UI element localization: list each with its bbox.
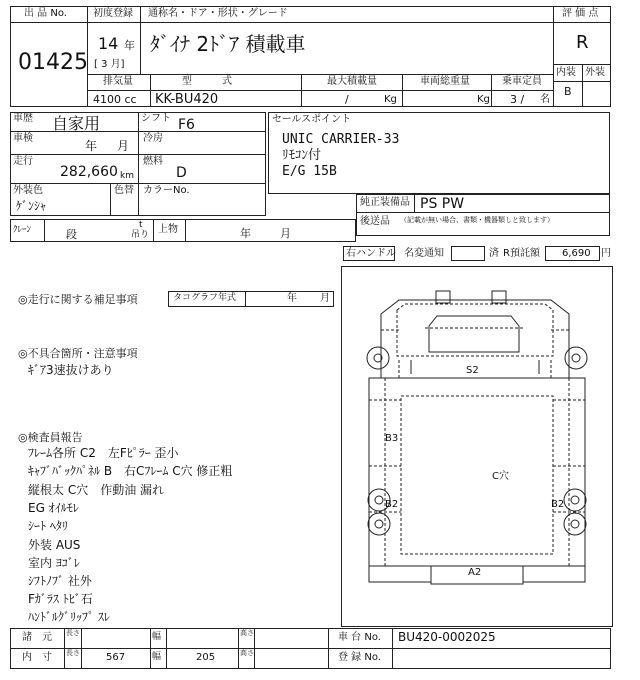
wheel-rear-right-2 xyxy=(564,513,586,535)
crane-stage: 段 xyxy=(66,228,77,241)
rhd-label: 右ハンドル xyxy=(346,248,396,259)
inspector-heading: ◎検査員報告 xyxy=(18,431,83,444)
year-unit: 年 xyxy=(124,39,135,52)
inspector-line: ｼｰﾄ ﾍﾀﾘ xyxy=(28,519,68,533)
history-label: 車歴 xyxy=(13,113,33,124)
sales-line-1: UNIC CARRIER-33 xyxy=(282,132,400,147)
upper-year: 年 xyxy=(240,227,251,240)
aftermarket-note: （記載が無い場合、書類・機器類しと致します） xyxy=(400,216,554,224)
crane-label: ｸﾚｰﾝ xyxy=(13,225,32,235)
upper-month: 月 xyxy=(280,227,291,240)
crane-row xyxy=(10,219,356,242)
chassis-label: 車 台 No. xyxy=(338,632,381,643)
lot-number: 01425 xyxy=(18,50,88,75)
first-registration-label: 初度登録 xyxy=(93,8,133,19)
capacity-unit: 名 xyxy=(540,94,550,105)
height-label: 高さ xyxy=(240,629,254,637)
fuel-label: 燃料 xyxy=(143,156,163,167)
mirror-right xyxy=(492,291,506,303)
length-label: 長さ xyxy=(66,629,80,637)
height-label: 高さ xyxy=(240,649,254,657)
width-label: 幅 xyxy=(152,652,162,662)
defect-line-1: ｷﾞｱ3速抜けあり xyxy=(28,363,114,377)
shift-value: F6 xyxy=(178,117,195,133)
upper-label: 上物 xyxy=(158,224,178,235)
driving-notes-heading: ◎走行に関する補足事項 xyxy=(18,293,138,306)
interior-label: 内装 xyxy=(556,67,576,78)
recycle-prefix: 済 xyxy=(489,248,499,259)
gross-weight-unit: Kg xyxy=(477,94,490,105)
capacity-label: 乗車定員 xyxy=(502,76,542,87)
exterior-color-label: 外装色 xyxy=(13,185,43,196)
mirror-left xyxy=(436,291,450,303)
dims-label: 諸 元 xyxy=(22,632,52,643)
defects-heading: ◎不具合箇所・注意事項 xyxy=(18,347,138,360)
displacement-value: 4100 cc xyxy=(93,93,137,106)
aftermarket-label: 後送品 xyxy=(360,216,390,227)
crane-ton-top: t xyxy=(139,220,143,230)
gross-weight-label: 車両総重量 xyxy=(420,76,470,87)
model-label: 型 式 xyxy=(182,76,232,87)
recycle-unit: 円 xyxy=(601,248,611,259)
registration-label: 登 録 No. xyxy=(338,652,381,663)
width-label: 幅 xyxy=(152,632,162,642)
exterior-color-value: ｹﾞﾝｼｬ xyxy=(16,199,47,213)
diagram-mark-b2-right: B2 xyxy=(551,499,565,510)
wheel-front-right xyxy=(565,347,587,369)
recycle-amount: 6,690 xyxy=(562,248,591,259)
ac-label: 冷房 xyxy=(143,133,163,144)
shift-label: シフト xyxy=(141,113,171,124)
sales-line-3: E/G 15B xyxy=(282,164,337,179)
length-label: 長さ xyxy=(66,649,80,657)
tachograph-month: 月 xyxy=(320,293,330,304)
diagram-mark-a2: A2 xyxy=(468,567,482,578)
lot-label: 出 品 No. xyxy=(24,8,67,19)
rating-label: 評 価 点 xyxy=(562,8,599,19)
inspection-month: 月 xyxy=(117,139,130,153)
chassis-number: BU420-0002025 xyxy=(398,630,496,644)
inner-width: 205 xyxy=(196,652,216,663)
name-change-label: 名変通知 xyxy=(404,248,444,259)
windshield xyxy=(429,316,519,352)
wheel-rear-left-2 xyxy=(368,513,390,535)
crane-ton-bottom: 吊り xyxy=(131,230,150,240)
first-registration-year: 14 xyxy=(98,34,119,53)
inspector-line: 室内 ﾖｺﾞﾚ xyxy=(28,556,80,570)
diagram-mark-c-hole: C穴 xyxy=(492,471,509,482)
diagram-mark-b2-left: B2 xyxy=(385,499,399,510)
inspection-label: 車検 xyxy=(13,133,33,144)
color-number-label: カラーNo. xyxy=(143,185,190,196)
tachograph-label: タコグラフ年式 xyxy=(173,293,237,303)
inspector-line: ﾊﾝﾄﾞﾙｸﾞﾘｯﾌﾟ ｽﾚ xyxy=(28,610,110,624)
first-registration-month: [ 3 月] xyxy=(94,59,125,70)
inspector-line: ｼﾌﾄﾉﾌﾞ 社外 xyxy=(28,574,92,588)
inner-length: 567 xyxy=(106,652,126,663)
diagram-mark-s2: S2 xyxy=(466,365,479,376)
inspection-year: 年 xyxy=(85,139,98,153)
mileage-value: 282,660 xyxy=(60,164,118,180)
sales-point-label: セールスポイント xyxy=(272,114,352,125)
inspector-line: Fｶﾞﾗｽ ﾄﾋﾞ石 xyxy=(28,592,93,606)
diagram-mark-b3: B3 xyxy=(385,433,399,444)
model-value: KK-BU420 xyxy=(155,92,219,107)
interior-value: B xyxy=(564,85,572,98)
name-change-box xyxy=(451,246,485,261)
inspector-line: EG ｵｲﾙﾓﾚ xyxy=(28,501,79,515)
wheel-rear-right xyxy=(564,489,586,511)
mileage-unit: km xyxy=(120,171,134,181)
inspector-line: 縦根太 C穴 作動油 漏れ xyxy=(28,483,165,497)
displacement-label: 排気量 xyxy=(103,76,133,87)
max-load-value: / xyxy=(345,93,349,106)
sales-line-2: ﾘﾓｺﾝ付 xyxy=(282,148,322,163)
inspector-line: 外装 AUS xyxy=(28,538,81,552)
capacity-value: 3 / xyxy=(510,93,525,106)
equipment-value: PS PW xyxy=(420,196,465,212)
equipment-label: 純正装備品 xyxy=(360,197,410,208)
max-load-label: 最大積載量 xyxy=(327,76,377,87)
color-change-label: 色替 xyxy=(114,185,134,196)
history-value: 自家用 xyxy=(52,114,101,133)
tachograph-year: 年 xyxy=(287,293,297,304)
vehicle-name-label: 通称名・ドア・形状・グレード xyxy=(148,8,288,19)
wheel-front-left xyxy=(367,347,389,369)
vehicle-title: ﾀﾞｲﾅ 2ﾄﾞｱ 積載車 xyxy=(150,32,306,56)
exterior-label: 外装 xyxy=(585,67,605,78)
recycle-label: R預託額 xyxy=(503,248,540,259)
inner-dims-label: 内 寸 xyxy=(22,652,52,663)
max-load-unit: Kg xyxy=(384,94,397,105)
mileage-label: 走行 xyxy=(13,156,33,167)
inspector-line: ｷｬﾌﾞﾊﾞｯｸﾊﾟﾈﾙ B 右Cﾌﾚｰﾑ C穴 修正粗 xyxy=(28,464,233,478)
rating-value: R xyxy=(576,32,589,53)
inspector-line: ﾌﾚｰﾑ各所 C2 左Fﾋﾟﾗｰ 歪小 xyxy=(28,446,179,460)
fuel-value: D xyxy=(176,165,187,181)
